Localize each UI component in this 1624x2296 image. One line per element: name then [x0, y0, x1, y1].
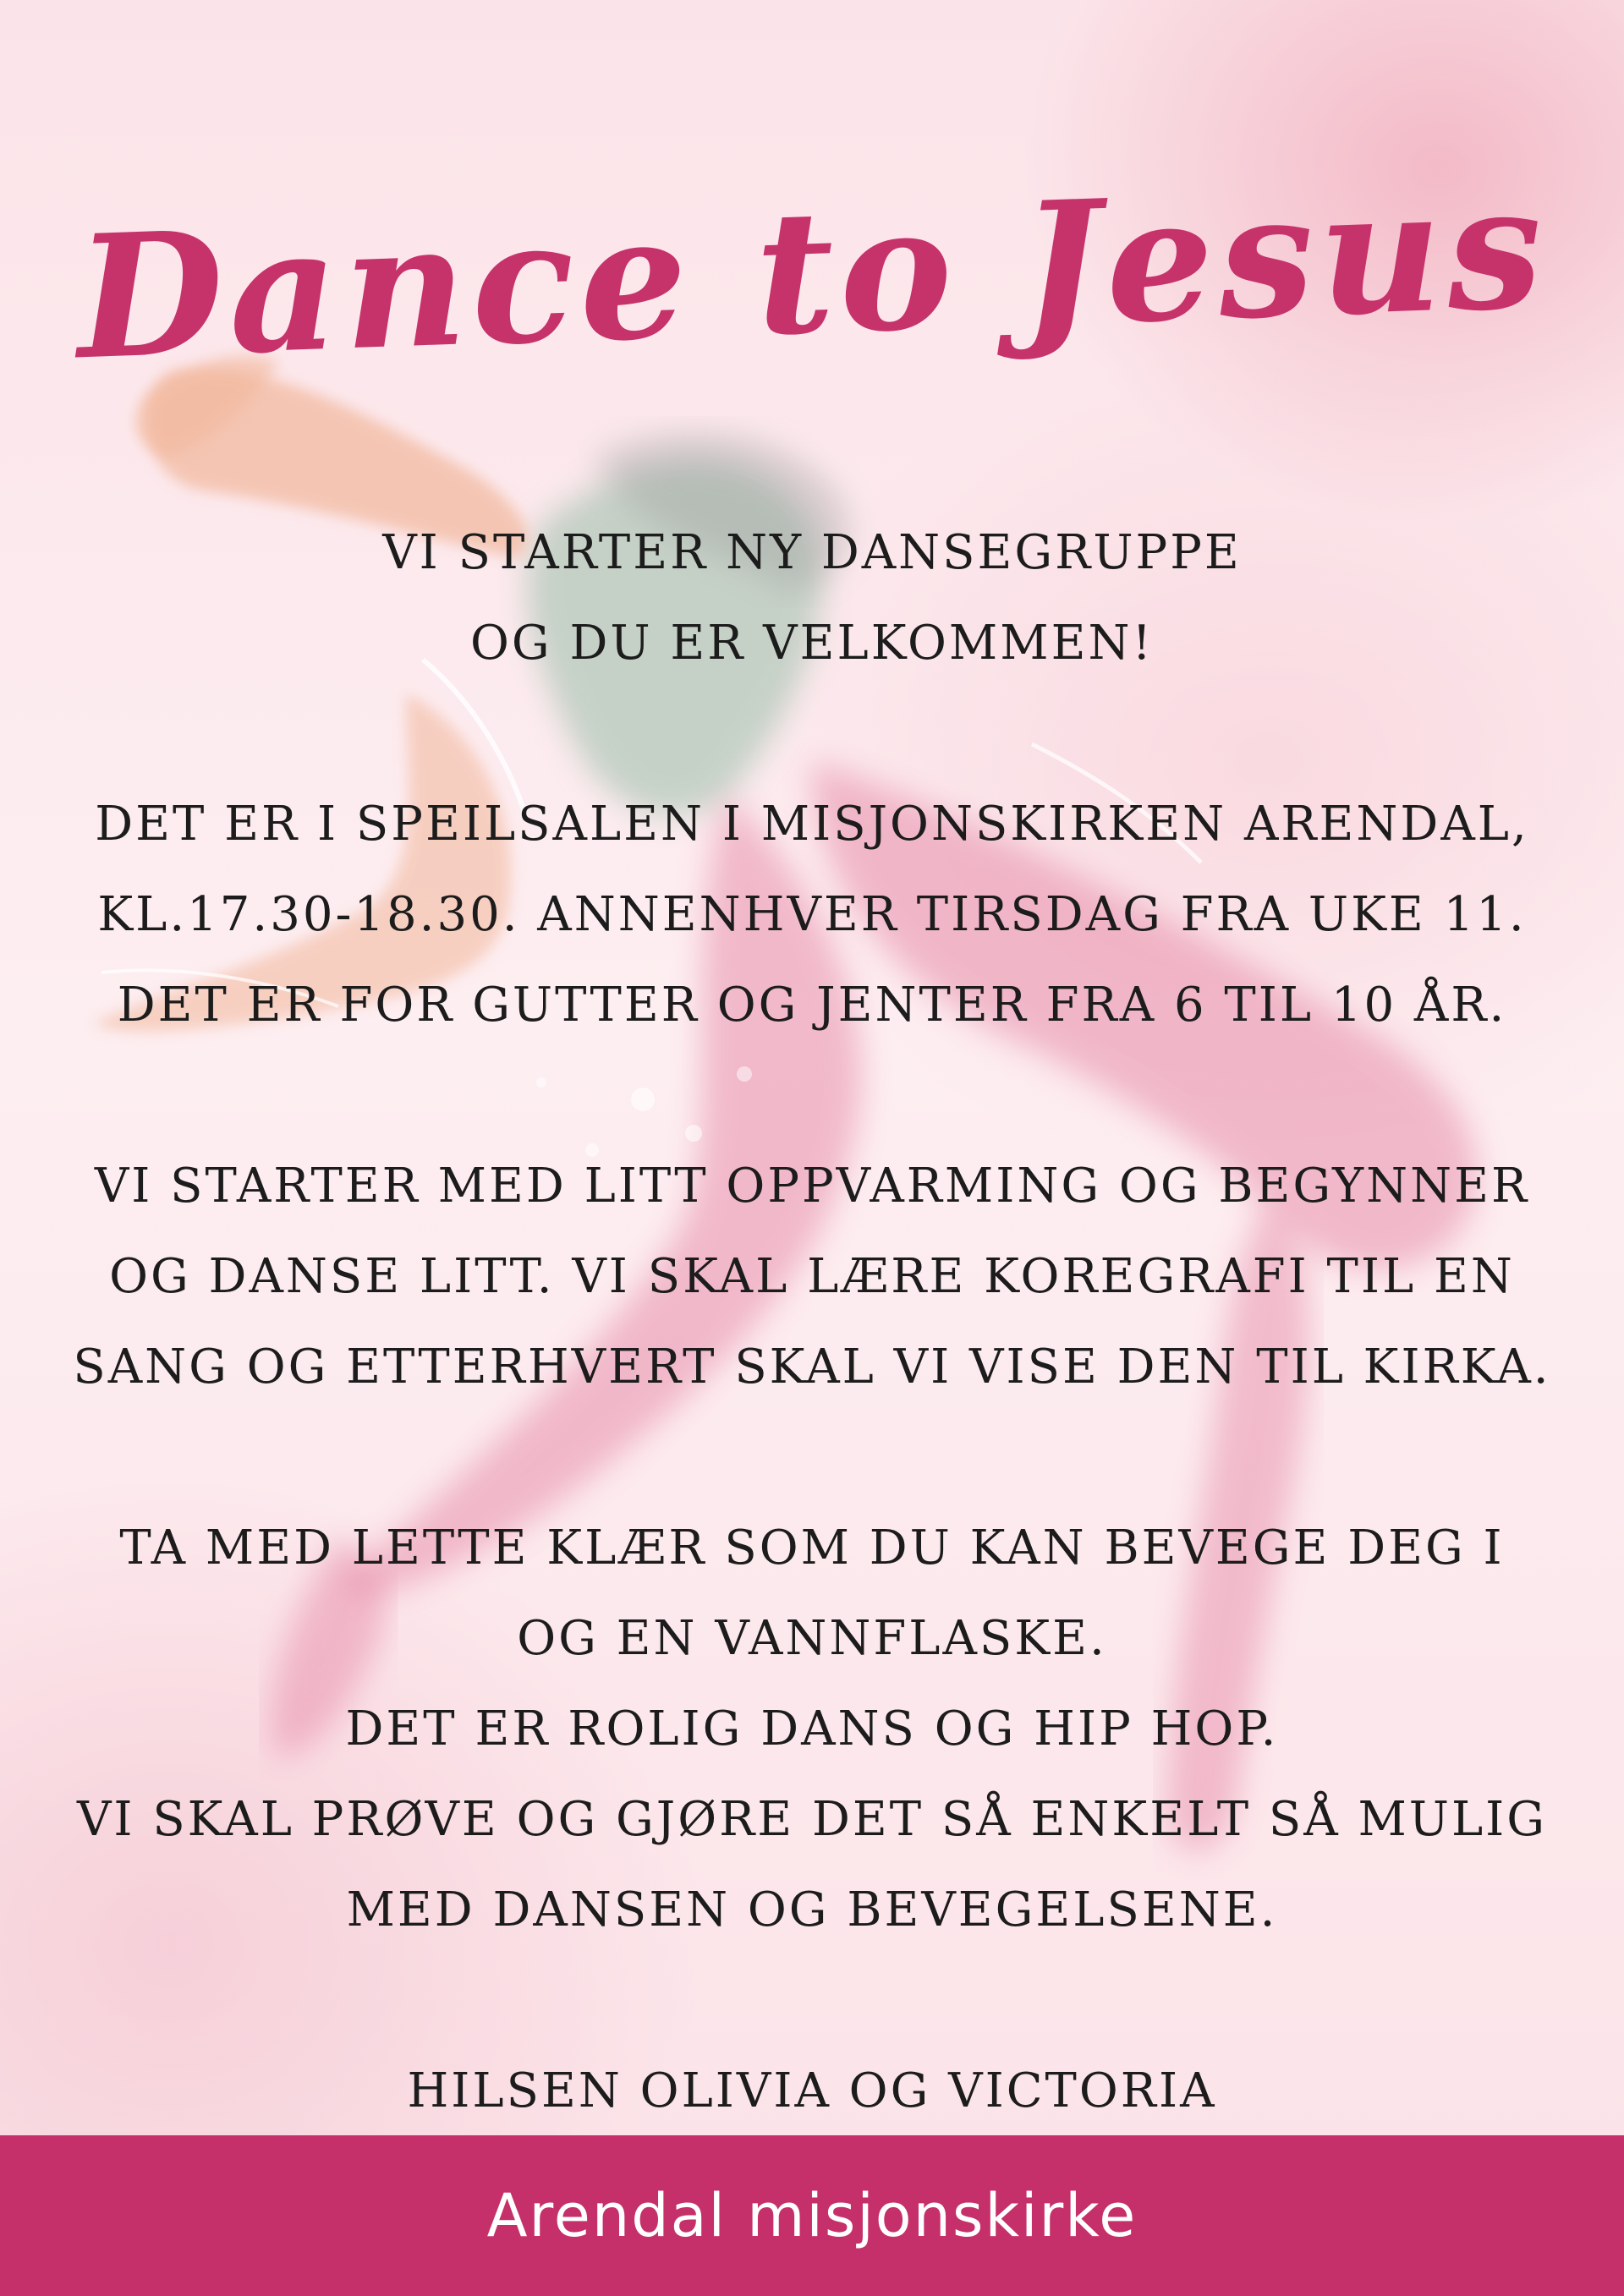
spacer: [34, 1050, 1590, 1141]
signature: HILSEN OLIVIA OG VICTORIA: [407, 2063, 1217, 2118]
practical-line-3: DET ER ROLIG DANS OG HIP HOP.: [345, 1701, 1279, 1756]
program-line-3: SANG OG ETTERHVERT SKAL VI VISE DEN TIL KIRKA.: [73, 1340, 1551, 1395]
practical-line-2: OG EN VANNFLASKE.: [517, 1611, 1107, 1666]
practical-line-5: MED DANSEN OG BEVEGELSENE.: [346, 1882, 1278, 1937]
program-line-2: OG DANSE LITT. VI SKAL LÆRE KOREGRAFI TIL EN: [109, 1249, 1515, 1304]
practical-line-4: VI SKAL PRØVE OG GJØRE DET SÅ ENKELT SÅ MULIG: [76, 1792, 1548, 1847]
footer-text: Arendal misjonskirke: [486, 2181, 1138, 2250]
footer-banner: [0, 2135, 1624, 2296]
intro-line-1: VI STARTER NY DANSEGRUPPE: [382, 525, 1242, 580]
details-line-1: DET ER I SPEILSALEN I MISJONSKIRKEN ARENDAL,: [95, 797, 1529, 852]
spacer: [34, 1955, 1590, 2046]
spacer: [34, 1412, 1590, 1503]
practical-line-1: TA MED LETTE KLÆR SOM DU KAN BEVEGE DEG I: [119, 1521, 1505, 1575]
poster-title: Dance to Jesus: [73, 147, 1551, 398]
poster-body: [34, 507, 1590, 2136]
details-line-3: DET ER FOR GUTTER OG JENTER FRA 6 TIL 10 ÅR.: [117, 978, 1507, 1033]
program-line-1: VI STARTER MED LITT OPPVARMING OG BEGYNNER: [94, 1159, 1530, 1214]
details-line-2: KL.17.30-18.30. ANNENHVER TIRSDAG FRA UKE 11.: [97, 887, 1527, 942]
intro-line-2: OG DU ER VELKOMMEN!: [470, 616, 1154, 671]
spacer: [34, 688, 1590, 779]
